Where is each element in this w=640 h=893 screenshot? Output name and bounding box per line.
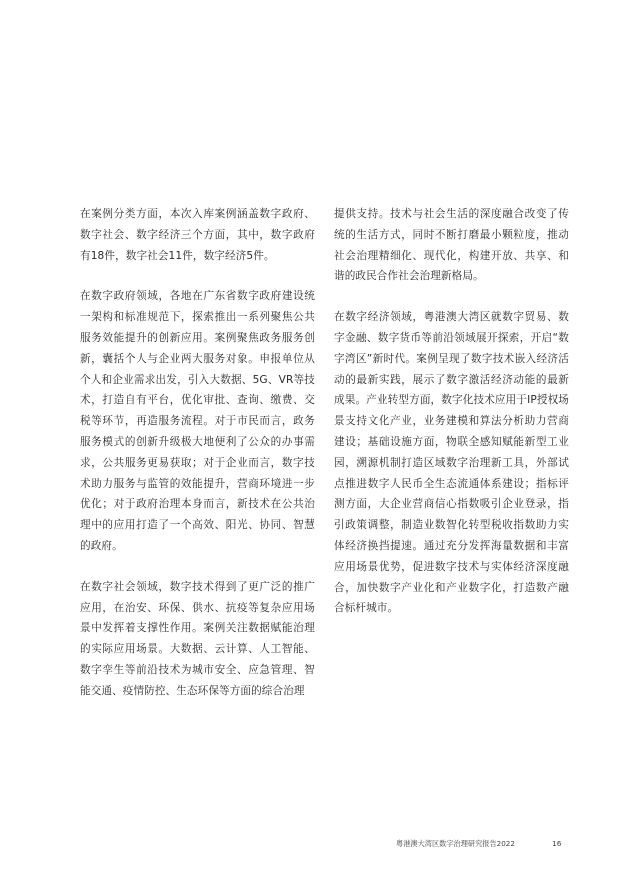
page-number: 16 [552, 839, 562, 848]
paragraph-digital-government: 在数字政府领域，各地在广东省数字政府建设统一架构和标准规范下，探索推出一系列聚焦公共服务效能提升的创新应用。案例聚焦政务服务创新，囊括个人与企业两大服务对象。申报单位从个人和企业需求出发，引入大数据、5G、VR等技术，打造自有平台，优化审批、查询、缴费、交税等环节，再造服务流程。对于市民而言，政务服务模式的创新升级极大地便利了公众的办事需求，公共服务更易获取；对于企业而言，数字技术助力服务与监管的效能提升，营商环境进一步优化；对于政府治理本身而言，新技术在公共治理中的应用打造了一个高效、阳光、协同、智慧的政府。 [80, 290, 315, 552]
right-column [334, 204, 569, 639]
left-column [80, 204, 315, 722]
paragraph-digital-society-continued: 提供支持。技术与社会生活的深度融合改变了传统的生活方式，同时不断打磨最小颗粒度，推动社会治理精细化、现代化，构建开放、共享、和谐的政民合作社会治理新格局。 [334, 208, 569, 283]
paragraph-case-classification: 在案例分类方面，本次入库案例涵盖数字政府、数字社会、数字经济三个方面，其中，数字政府有18件，数字社会11件，数字经济5件。 [80, 208, 315, 262]
paragraph-digital-society: 在数字社会领域，数字技术得到了更广泛的推广应用，在治安、环保、供水、抗疫等复杂应用场景中发挥着支撑性作用。案例关注数据赋能治理的实际应用场景。大数据、云计算、人工智能、数字孪生等前沿技术为城市安全、应急管理、智能交通、疫情防控、生态环保等方面的综合治理 [80, 580, 315, 697]
paragraph-digital-economy: 在数字经济领域，粤港澳大湾区就数字贸易、数字金融、数字货币等前沿领域展开探索，开启“数字湾区”新时代。案例呈现了数字技术嵌入经济活动的最新实践，展示了数字激活经济动能的最新成果。产业转型方面，数字化技术应用于IP授权场景支持文化产业，业务建模和算法分析助力营商建设；基础设施方面，物联全感知赋能新型工业园，溯源机制打造区域数字治理新工具，外部试点推进数字人民币全生态流通体系建设；指标评测方面，大企业营商信心指数吸引企业登录，指引政策调整，制造业数智化转型税收指数助力实体经济换挡提速。通过充分发挥海量数据和丰富应用场景优势，促进数字技术与实体经济深度融合，加快数字产业化和产业数字化，打造数产融合标杆城市。 [334, 311, 569, 615]
report-title: 粤港澳大湾区数字治理研究报告2022 [396, 839, 515, 848]
page-footer [396, 839, 515, 849]
